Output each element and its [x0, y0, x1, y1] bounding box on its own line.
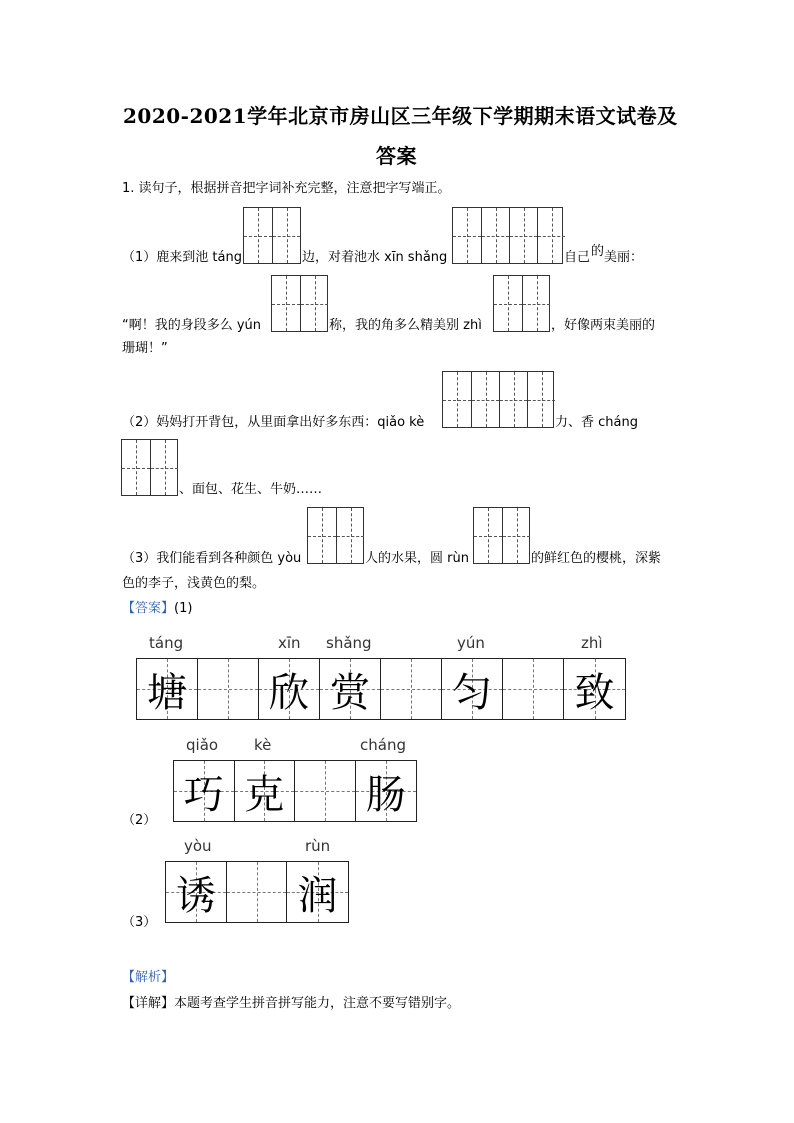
answer-pinyin: qiǎo [186, 736, 219, 754]
answer-pinyin: zhì [581, 634, 603, 652]
answer-blank-chang[interactable] [121, 439, 178, 496]
page-title-line2: 答案 [376, 144, 417, 168]
q1-p2-text-c: 、面包、花生、牛奶…… [179, 482, 323, 497]
q1-p1-text-f: ，好像两束美丽的 [551, 318, 656, 333]
detail-label: 【详解】 [122, 996, 175, 1011]
answer-char: 克 [244, 771, 285, 818]
answer-label: 【答案】 [122, 601, 175, 616]
answer-pinyin: yún [457, 634, 485, 652]
q1-p1-text-a: （1）鹿来到池 táng [122, 250, 242, 265]
question-1-prompt: 1. 读句子，根据拼音把字词补充完整，注意把字写端正。 [122, 181, 451, 196]
answer-blank-run[interactable] [473, 507, 530, 564]
q1-p1-text-d: “啊！我的身段多么 yún [122, 318, 262, 333]
answer-char: 润 [297, 872, 338, 919]
detail-text: 本题考查学生拼音拼写能力，注意不要写错别字。 [174, 996, 461, 1011]
answer-pinyin: kè [254, 736, 272, 754]
answer-part-2: （2） [122, 813, 157, 828]
answer-pinyin: rùn [305, 837, 331, 855]
answer-char: 肠 [365, 771, 406, 818]
answer-char: 致 [574, 669, 615, 716]
q1-p2-text-b: 力、香 cháng [555, 415, 638, 430]
answer-label-group [122, 601, 192, 617]
answer-char: 巧 [183, 771, 224, 818]
answer-blank-tang[interactable] [243, 207, 301, 264]
analysis-detail [122, 996, 460, 1012]
q1-p1-text-c: 自己 [564, 250, 591, 265]
answer-pinyin: yòu [184, 837, 212, 855]
q1-p1-text-g: 珊瑚！” [122, 341, 168, 356]
answer-char: 赏 [330, 669, 370, 716]
q1-p3-text-d: 色的李子，浅黄色的梨。 [122, 576, 266, 591]
answer-pinyin: táng [149, 634, 184, 652]
answer-char: 匀 [452, 669, 492, 716]
q1-p1-text-e: 称，我的角多么精美别 zhì [329, 318, 482, 333]
answer-grid-1 [136, 658, 626, 720]
q1-p3-text-b: 人的水果，圆 rùn [365, 551, 469, 566]
q1-p1-text-b: 边，对着池水 xīn shǎng [302, 250, 448, 265]
answer-grid-3 [165, 861, 349, 923]
q1-p3-text-a: （3）我们能看到各种颜色 yòu [122, 551, 302, 566]
answer-char: 塘 [147, 669, 187, 716]
answer-part-3: （3） [122, 915, 157, 930]
answer-blank-yun[interactable] [271, 275, 328, 332]
answer-pinyin: shǎng [326, 634, 372, 652]
answer-blank-zhi[interactable] [493, 275, 550, 332]
page-title-line1: 2020-2021学年北京市房山区三年级下学期期末语文试卷及 [123, 104, 678, 128]
q1-p1-text-c3: 美丽： [604, 250, 644, 265]
q1-p1-text-de: 的 [591, 244, 605, 259]
answer-pinyin: cháng [360, 736, 406, 754]
answer-blank-you[interactable] [307, 507, 364, 564]
q1-p3-text-c: 的鲜红色的樱桃，深紫 [531, 551, 662, 566]
answer-blank-qiaoke[interactable] [442, 371, 554, 428]
answer-char: 诱 [175, 872, 216, 919]
answer-part-1: (1) [174, 601, 193, 616]
answer-char: 欣 [269, 669, 309, 716]
q1-p2-text-a: （2）妈妈打开背包，从里面拿出好多东西：qiǎo kè [122, 415, 425, 430]
answer-grid-2 [173, 760, 417, 822]
analysis-label: 【解析】 [122, 970, 175, 985]
answer-blank-xinshang[interactable] [452, 207, 563, 264]
answer-pinyin: xīn [278, 634, 301, 652]
